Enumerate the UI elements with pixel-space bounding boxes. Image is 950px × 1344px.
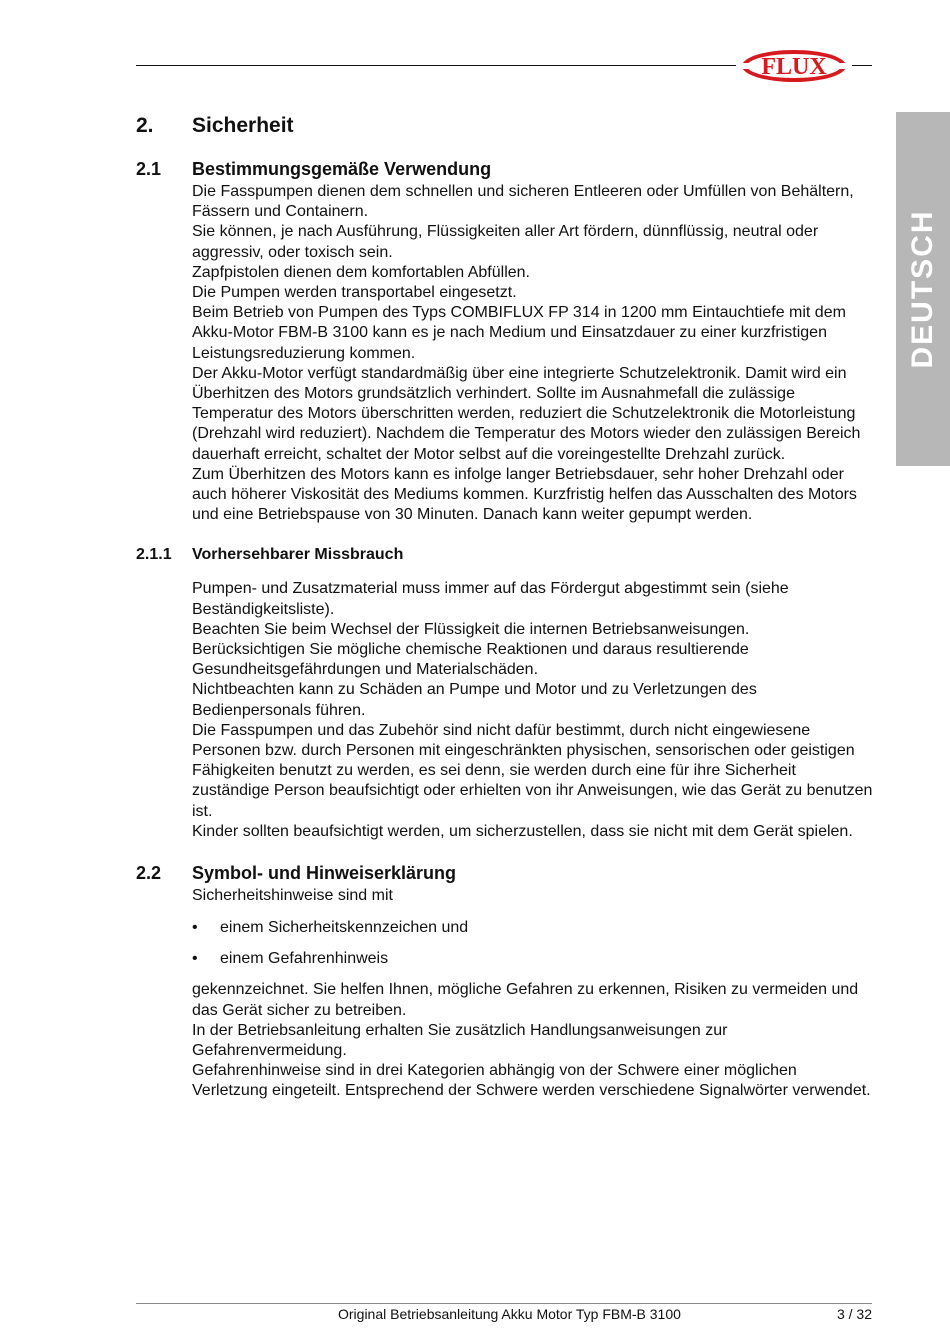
paragraph: Zum Überhitzen des Motors kann es infolge langer Betriebsdauer, sehr hoher Drehzahl oder auch höherer Viskosität des Mediums kommen. Kurzfristig helfen das Ausschalten des Motors und eine Betriebspause von 30 Minuten. Danach kann weiter gepumpt werden. [192, 465, 857, 524]
main-content [136, 112, 876, 1102]
paragraph: Sicherheitshinweise sind mit [192, 887, 393, 905]
list-item [192, 949, 876, 969]
section-2-1-1-heading [136, 543, 876, 567]
page-number: 3 / 32 [836, 1306, 872, 1322]
section-2-1-body [192, 182, 876, 525]
language-tab [896, 112, 950, 466]
section-2-2-body [192, 980, 876, 1101]
section-title: Bestimmungsgemäße Verwendung [192, 158, 492, 179]
list-item-text: einem Gefahrenhinweis [220, 950, 389, 968]
paragraph: Die Pumpen werden transportabel eingesetzt. [192, 284, 517, 302]
section-number: 2.2 [136, 862, 162, 883]
section-2-2-intro [192, 886, 876, 906]
bullet-icon: • [192, 950, 198, 968]
list-item-text: einem Sicherheitskennzeichen und [220, 919, 469, 937]
paragraph: Die Fasspumpen und das Zubehör sind nicht dafür bestimmt, durch nicht eingewiesene Personen bzw. durch Personen mit eingeschränkten physischen, sensorischen oder geistigen Fähigkeiten benutzt zu werden, es sei denn, sie werden durch eine für ihre Sicherheit zuständige Person beaufsichtigt oder erhielten von ihr Anweisungen, wie das Gerät zu benutzen ist. [192, 721, 873, 820]
footer-document-title: Original Betriebsanleitung Akku Motor Typ FBM-B 3100 [338, 1306, 681, 1322]
footer-rule [136, 1303, 872, 1304]
section-2-2-heading [136, 860, 876, 886]
flux-logo-icon [736, 46, 852, 86]
section-title: Sicherheit [192, 114, 294, 137]
paragraph: Beachten Sie beim Wechsel der Flüssigkeit die internen Betriebsanweisungen. [192, 620, 750, 638]
section-number: 2.1.1 [136, 546, 172, 564]
paragraph: Kinder sollten beaufsichtigt werden, um sicherzustellen, dass sie nicht mit dem Gerät spielen. [192, 822, 853, 840]
section-title: Symbol- und Hinweiserklärung [192, 862, 457, 883]
paragraph: In der Betriebsanleitung erhalten Sie zusätzlich Handlungsanweisungen zur Gefahrenvermeidung. [192, 1021, 728, 1059]
paragraph: Gefahrenhinweise sind in drei Kategorien abhängig von der Schwere einer möglichen Verletzung eingeteilt. Entsprechend der Schwere werden verschiedene Signalwörter verwendet. [192, 1062, 871, 1100]
paragraph: Pumpen- und Zusatzmaterial muss immer auf das Fördergut abgestimmt sein (siehe Beständigkeitsliste). [192, 580, 789, 618]
section-number: 2.1 [136, 158, 162, 179]
paragraph: Nichtbeachten kann zu Schäden an Pumpe und Motor und zu Verletzungen des Bedienpersonals führen. [192, 681, 757, 719]
section-2-heading [136, 112, 876, 140]
language-tab-label: DEUTSCH [906, 209, 939, 369]
list-item [192, 918, 876, 938]
section-2-1-heading [136, 156, 876, 182]
section-2-1-1-body [192, 579, 876, 842]
section-title: Vorhersehbarer Missbrauch [192, 546, 404, 564]
logo-text: FLUX [761, 54, 827, 80]
paragraph: Zapfpistolen dienen dem komfortablen Abfüllen. [192, 263, 530, 281]
paragraph: Berücksichtigen Sie mögliche chemische Reaktionen und daraus resultierende Gesundheitsgefährdungen und Materialschäden. [192, 641, 749, 679]
paragraph: gekennzeichnet. Sie helfen Ihnen, mögliche Gefahren zu erkennen, Risiken zu vermeiden und das Gerät sicher zu betreiben. [192, 981, 859, 1019]
paragraph: Beim Betrieb von Pumpen des Typs COMBIFLUX FP 314 in 1200 mm Eintauchtiefe mit dem Akku-Motor FBM-B 3100 kann es je nach Medium und Einsatzdauer zu einer kurzfristigen Leistungsreduzierung kommen. [192, 304, 846, 362]
bullet-icon: • [192, 919, 198, 937]
paragraph: Die Fasspumpen dienen dem schnellen und sicheren Entleeren oder Umfüllen von Behältern, Fässern und Containern. [192, 183, 854, 221]
flux-logo [736, 46, 852, 86]
section-number: 2. [136, 114, 154, 137]
paragraph: Der Akku-Motor verfügt standardmäßig über eine integrierte Schutzelektronik. Damit wird ein Überhitzen des Motors grundsätzlich verhindert. Sollte im Ausnahmefall die zulässige Temperatur des Motors überschritten werden, reduziert die Schutzelektronik die Motorleistung (Drehzahl wird reduziert). Nachdem die Temperatur des Motors wieder den zulässigen Bereich dauerhaft erreicht, schaltet der Motor selbst auf die voreingestellte Drehzahl zurück. [192, 364, 861, 463]
paragraph: Sie können, je nach Ausführung, Flüssigkeiten aller Art fördern, dünnflüssig, neutral oder aggressiv, oder toxisch sein. [192, 223, 819, 261]
